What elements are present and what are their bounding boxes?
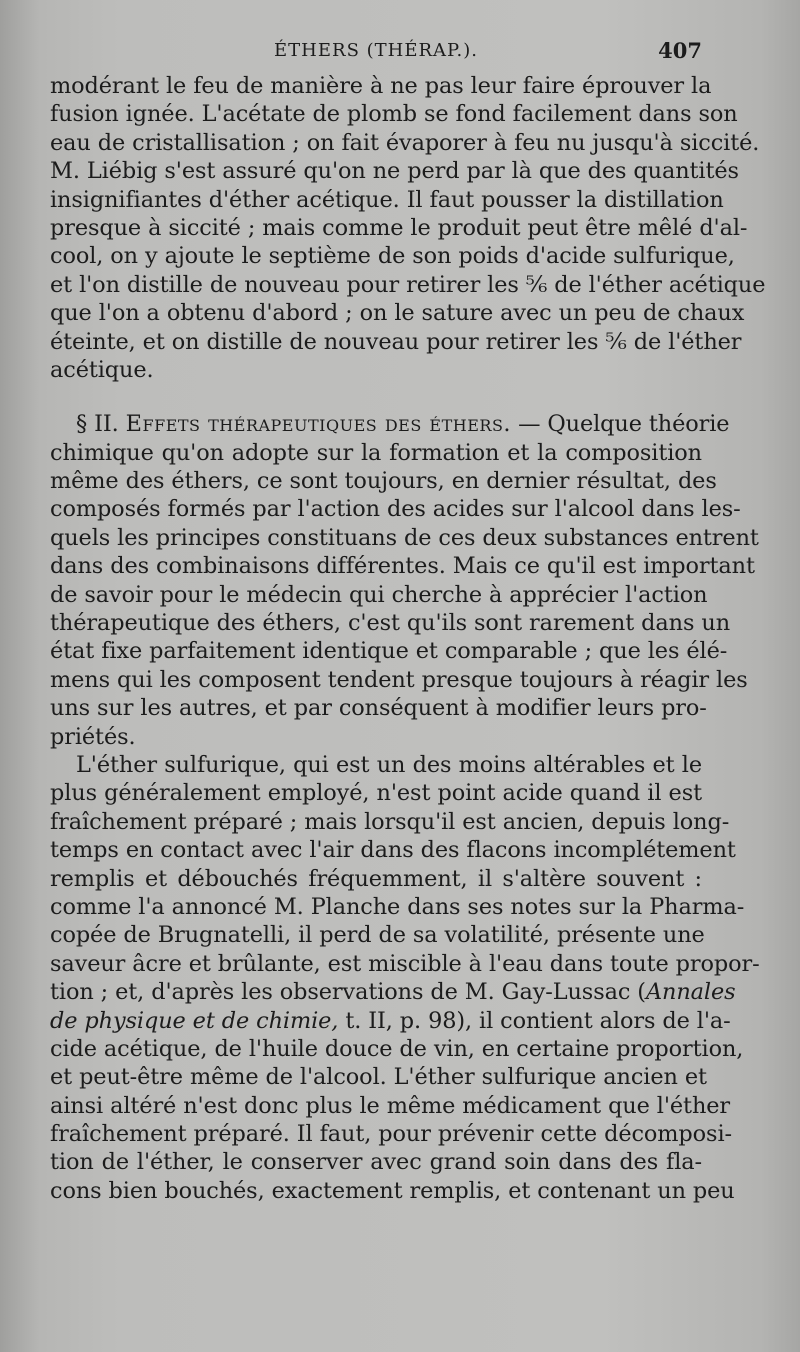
- text-line: comme l'a annoncé M. Planche dans ses notes sur la Pharma-: [50, 893, 745, 920]
- text-line: fraîchement préparé ; mais lorsqu'il est ancien, depuis long-: [50, 808, 730, 835]
- paragraph-3: [50, 751, 760, 1205]
- text-line: temps en contact avec l'air dans des flacons incomplétement: [50, 837, 736, 864]
- paragraph-1: [50, 72, 766, 384]
- text-line: copée de Brugnatelli, il perd de sa volatilité, présente une: [50, 922, 705, 949]
- running-title: ÉTHERS (THÉRAP.).: [274, 40, 478, 61]
- paragraph-gap: [50, 384, 702, 410]
- text-line: eau de cristallisation ; on fait évaporer à feu nu jusqu'à siccité.: [50, 129, 760, 156]
- citation-line: [50, 978, 736, 1006]
- text-line: cool, on y ajoute le septième de son poids d'acide sulfurique,: [50, 243, 735, 270]
- body-text: [50, 72, 766, 1205]
- text-line: et peut-être même de l'alcool. L'éther sulfurique ancien et: [50, 1064, 707, 1091]
- text-line: fraîchement préparé. Il faut, pour prévenir cette décomposi-: [50, 1121, 732, 1148]
- text-line: quels les principes constituans de ces deux substances entrent: [50, 524, 759, 551]
- text-line: dans des combinaisons différentes. Mais ce qu'il est important: [50, 553, 755, 580]
- text-line: que l'on a obtenu d'abord ; on le sature avec un peu de chaux: [50, 300, 745, 327]
- text-line: uns sur les autres, et par conséquent à modifier leurs pro-: [50, 695, 707, 722]
- text-line: insignifiantes d'éther acétique. Il faut pousser la distillation: [50, 186, 724, 213]
- text-line: état fixe parfaitement identique et comparable ; que les élé-: [50, 638, 728, 665]
- text-line: fusion ignée. L'acétate de plomb se fond facilement dans son: [50, 101, 738, 128]
- citation-line: [50, 1007, 731, 1035]
- citation-post: t. II, p. 98), il contient alors de l'a-: [338, 1007, 731, 1034]
- citation-pre: tion ; et, d'après les observations de M. Gay-Lussac (: [50, 979, 646, 1006]
- section-heading-line: [50, 410, 730, 438]
- citation-journal-rest: de physique et de chimie,: [50, 1007, 339, 1034]
- section-heading: Effets thérapeutiques des éthers.: [125, 411, 512, 438]
- text-line: priétés.: [50, 723, 136, 750]
- text-line: thérapeutique des éthers, c'est qu'ils sont rarement dans un: [50, 610, 731, 637]
- section-first-line-rest: — Quelque théorie: [518, 411, 730, 438]
- page-number: 407: [658, 38, 702, 63]
- text-line: L'éther sulfurique, qui est un des moins altérables et le: [76, 751, 702, 778]
- text-line: composés formés par l'action des acides sur l'alcool dans les-: [50, 496, 741, 523]
- text-line: M. Liébig s'est assuré qu'on ne perd par là que des quantités: [50, 158, 739, 185]
- text-line: remplis et débouchés fréquemment, il s'altère souvent :: [50, 865, 702, 892]
- text-line: ainsi altéré n'est donc plus le même médicament que l'éther: [50, 1092, 731, 1119]
- text-line: même des éthers, ce sont toujours, en dernier résultat, des: [50, 468, 717, 495]
- text-line: acétique.: [50, 356, 154, 383]
- page-header: [50, 40, 702, 70]
- text-line: cide acétique, de l'huile douce de vin, en certaine proportion,: [50, 1035, 744, 1062]
- text-line: cons bien bouchés, exactement remplis, et contenant un peu: [50, 1177, 735, 1204]
- text-line: chimique qu'on adopte sur la formation et la composition: [50, 439, 702, 466]
- text-line: éteinte, et on distille de nouveau pour retirer les ⁵⁄₆ de l'éther: [50, 328, 742, 355]
- text-line: presque à siccité ; mais comme le produit peut être mêlé d'al-: [50, 214, 748, 241]
- text-line: mens qui les composent tendent presque toujours à réagir les: [50, 666, 748, 693]
- citation-journal: Annales: [645, 979, 736, 1006]
- text-line: tion de l'éther, le conserver avec grand soin dans des fla-: [50, 1149, 702, 1176]
- text-line: de savoir pour le médecin qui cherche à apprécier l'action: [50, 581, 708, 608]
- text-line: plus généralement employé, n'est point acide quand il est: [50, 780, 702, 807]
- text-line: et l'on distille de nouveau pour retirer les ⁵⁄₆ de l'éther acétique: [50, 271, 766, 298]
- paragraph-2: [50, 410, 759, 751]
- text-line: saveur âcre et brûlante, est miscible à l'eau dans toute propor-: [50, 950, 760, 977]
- text-line: modérant le feu de manière à ne pas leur faire éprouver la: [50, 73, 712, 99]
- section-number: § II.: [76, 411, 119, 438]
